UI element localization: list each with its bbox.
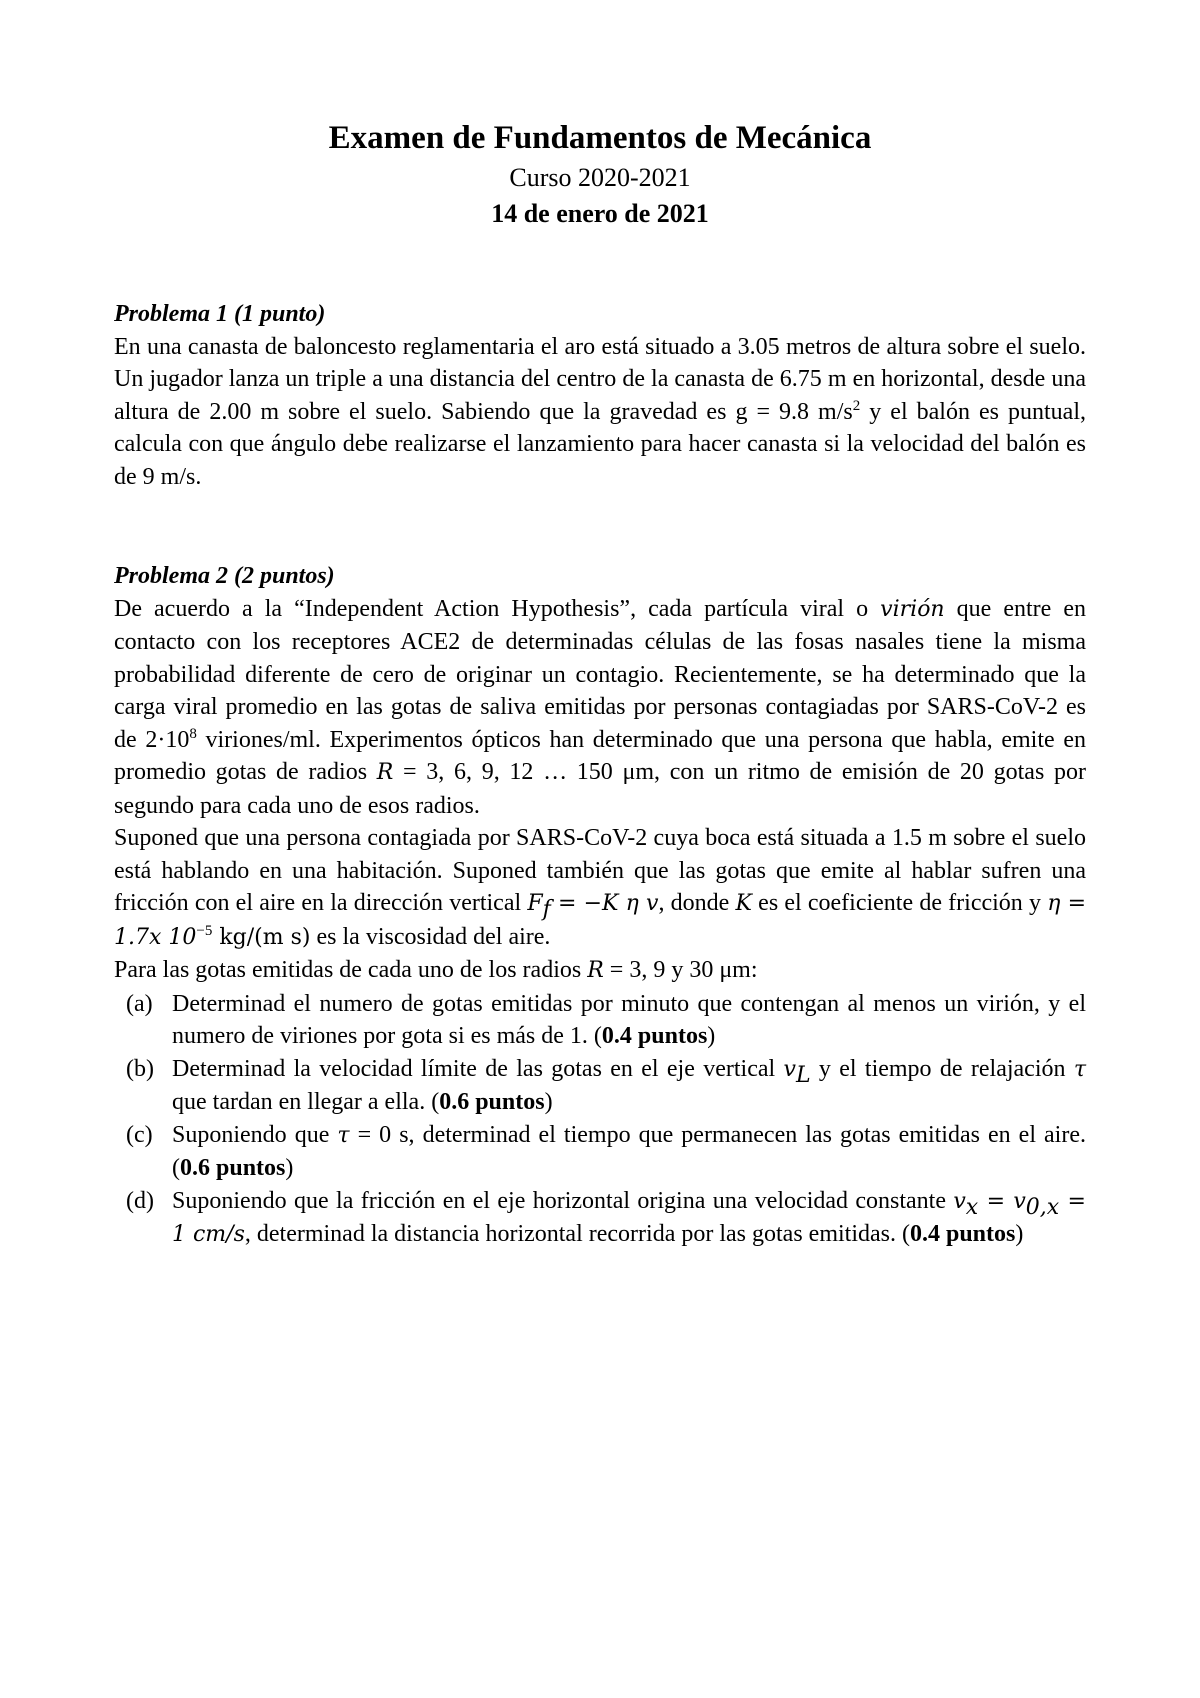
subquestion-label: (d) bbox=[126, 1187, 154, 1214]
points: 0.4 puntos bbox=[909, 1221, 1016, 1247]
viscosity-units: kg/(m s) bbox=[212, 924, 311, 950]
subquestion-text bbox=[172, 1119, 1086, 1185]
problem-1-text-b: y el balón es puntual, calcula con que ángulo debe realizarse el lanzamiento para hacer canasta si la velocidad del balón es de 9 m/s. bbox=[114, 398, 1086, 490]
text: , determinad la distancia horizontal recorrida por las gotas emitidas. ( bbox=[244, 1221, 910, 1247]
subscript: f bbox=[542, 896, 551, 922]
math-v: v bbox=[953, 1188, 966, 1214]
problem-2 bbox=[114, 560, 1086, 1252]
problem-2-paragraph-1 bbox=[114, 593, 1086, 823]
subquestion-d bbox=[126, 1185, 1086, 1252]
points: 0.6 puntos bbox=[439, 1089, 545, 1115]
subquestion-c bbox=[126, 1119, 1086, 1185]
problem-1-text-a: En una canasta de baloncesto reglamentaria el aro está situado a 3.05 metros de altura sobre el suelo. Un jugador lanza un triple a una distancia del centro de la canasta de 6.75 m en horizontal, desde una altura de 2.00 m sobre el suelo. Sabiendo que la gravedad es g = 9.8 m/s bbox=[114, 333, 1086, 425]
subquestion-label: (a) bbox=[126, 990, 153, 1017]
friction-equation: = −K η v bbox=[550, 891, 659, 916]
text: ) bbox=[544, 1089, 553, 1115]
text: , donde bbox=[658, 890, 736, 916]
exponent: 2 bbox=[852, 397, 861, 414]
exponent: 8 bbox=[189, 725, 197, 742]
math-tau: τ bbox=[337, 1122, 350, 1148]
subquestion-label: (b) bbox=[126, 1055, 154, 1082]
text: = 0 s, determinad el tiempo que permanecen las gotas emitidas en el aire. ( bbox=[172, 1121, 1086, 1181]
text: ) bbox=[285, 1155, 294, 1181]
subquestion-text bbox=[172, 1053, 1086, 1119]
math-ff: F bbox=[527, 891, 543, 916]
text: es el coeficiente de fricción y bbox=[751, 890, 1048, 916]
text: viriones/ml. Experimentos ópticos han determinado que una persona que habla, emite en promedio gotas de radios bbox=[114, 726, 1086, 785]
exam-title: Examen de Fundamentos de Mecánica bbox=[328, 120, 872, 156]
math-v0: = v bbox=[978, 1188, 1026, 1214]
math-k: K bbox=[735, 891, 752, 916]
text: ) bbox=[707, 1023, 716, 1049]
subquestion-text bbox=[172, 988, 1086, 1053]
subscript: L bbox=[795, 1062, 811, 1088]
velocity-value: = 1 cm/s bbox=[172, 1188, 1086, 1247]
text: Suponiendo que bbox=[172, 1121, 338, 1148]
problem-2-paragraph-2 bbox=[114, 822, 1086, 954]
text: que entre en contacto con los receptores ACE2 de determinadas células de las fosas nasales tiene la misma probabilidad diferente de cero de originar un contagio. Recientemente, se ha determinado que la carga viral promedio en las gotas de saliva emitidas por personas contagiadas por SARS-CoV-2 es de 2·10 bbox=[114, 595, 1086, 753]
problem-1 bbox=[114, 298, 1086, 493]
course-year: Curso 2020-2021 bbox=[509, 163, 691, 192]
subquestion-text bbox=[172, 1185, 1086, 1252]
exponent: −5 bbox=[196, 922, 213, 939]
text: ) bbox=[1015, 1221, 1024, 1247]
math-tau: τ bbox=[1073, 1056, 1087, 1082]
math-v: v bbox=[783, 1056, 796, 1082]
points: 0.6 puntos bbox=[180, 1155, 286, 1181]
text: Suponiendo que la fricción en el eje horizontal origina una velocidad constante bbox=[172, 1187, 954, 1214]
virion-term: virión bbox=[880, 596, 945, 622]
text: que tardan en llegar a ella. ( bbox=[172, 1089, 440, 1115]
text: y el tiempo de relajación bbox=[810, 1055, 1074, 1082]
subquestion-label: (c) bbox=[126, 1121, 153, 1148]
subscript: x bbox=[965, 1194, 979, 1220]
text: Suponed que una persona contagiada por SARS-CoV-2 cuya boca está situada a 1.5 m sobre el suelo está hablando en una habitación. Suponed también que las gotas que emite al hablar sufren una fricción con el aire en la dirección vertical bbox=[114, 825, 1086, 916]
viscosity-value: η = 1.7x 10 bbox=[114, 891, 1087, 950]
text: = 3, 9 y 30 μm: bbox=[603, 957, 758, 983]
subquestion-b bbox=[126, 1053, 1086, 1119]
exam-date: 14 de enero de 2021 bbox=[491, 199, 709, 228]
text: De acuerdo a la “Independent Action Hypothesis”, cada partícula viral o bbox=[114, 595, 881, 622]
problem-1-title: Problema 1 (1 punto) bbox=[114, 301, 326, 327]
text: es la viscosidad del aire. bbox=[310, 923, 551, 950]
math-r: R bbox=[376, 760, 394, 785]
exam-header bbox=[114, 0, 1086, 232]
math-r: R bbox=[587, 958, 604, 983]
problem-2-title: Problema 2 (2 puntos) bbox=[114, 563, 335, 589]
subscript: 0,x bbox=[1025, 1194, 1060, 1220]
problem-2-paragraph-3 bbox=[114, 954, 1086, 988]
text: = 3, 6, 9, 12 … 150 μm, con un ritmo de emisión de 20 gotas por segundo para cada uno de esos radios. bbox=[114, 759, 1086, 819]
text: Determinad el numero de gotas emitidas por minuto que contengan al menos un virión, y el numero de viriones por gota si es más de 1. ( bbox=[172, 990, 1086, 1049]
points: 0.4 puntos bbox=[601, 1023, 708, 1049]
problem-1-statement bbox=[114, 331, 1086, 494]
text: Para las gotas emitidas de cada uno de los radios bbox=[114, 957, 588, 983]
subquestion-list bbox=[114, 988, 1086, 1252]
text: Determinad la velocidad límite de las gotas en el eje vertical bbox=[172, 1055, 784, 1082]
subquestion-a bbox=[126, 988, 1086, 1053]
